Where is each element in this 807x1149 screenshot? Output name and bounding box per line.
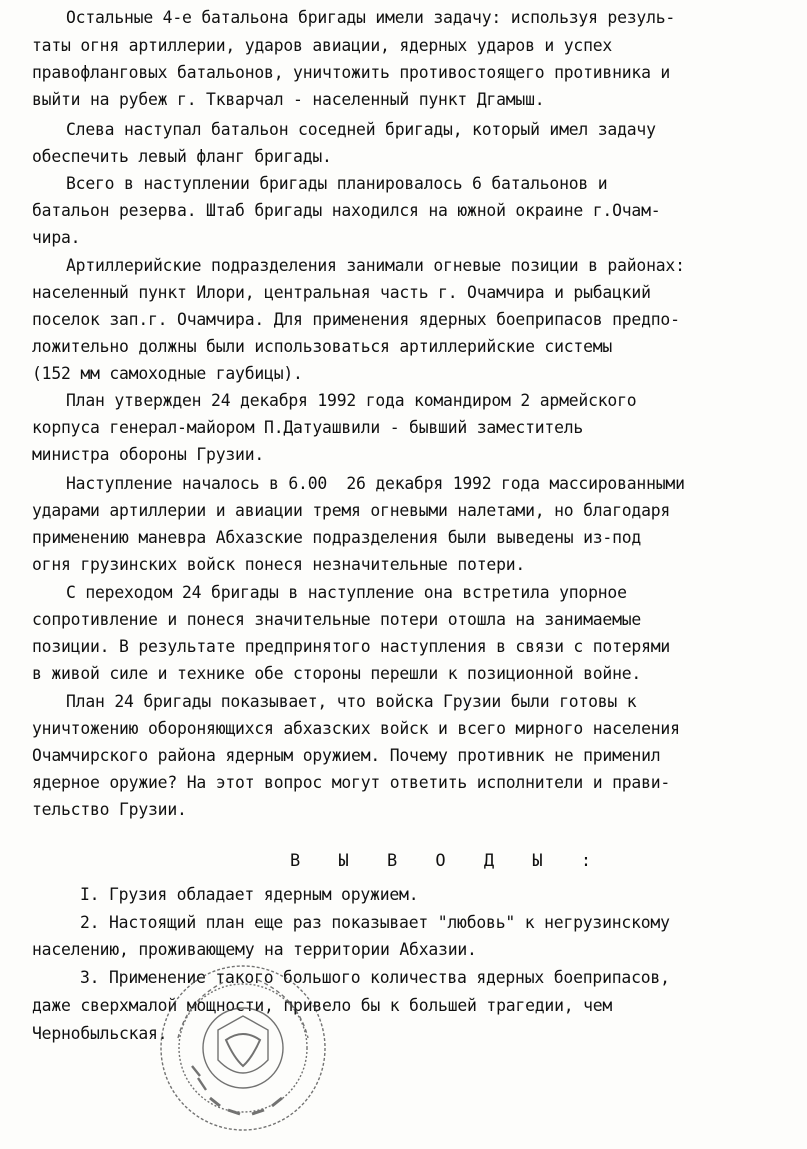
text-line: План 24 бригады показывает, что войска Грузии были готовы к — [66, 692, 637, 711]
text-line: поселок зап.г. Очамчира. Для применения ядерных боеприпасов предпо- — [32, 310, 680, 329]
text-line: правофланговых батальонов, уничтожить противостоящего противника и — [32, 63, 671, 82]
text-line: С переходом 24 бригады в наступление она встретила упорное — [66, 583, 627, 602]
text-line: корпуса генерал-майором П.Датуашвили - бывший заместитель — [32, 418, 584, 437]
text-line: позиции. В результате предпринятого наступления в связи с потерями — [32, 637, 671, 656]
text-line: применению маневра Абхазские подразделения были выведены из-под — [32, 528, 642, 547]
text-line: ядерное оружие? На этот вопрос могут ответить исполнители и прави- — [32, 773, 671, 792]
text-line: чира. — [32, 228, 81, 247]
conclusion-item: I. Грузия обладает ядерным оружием. — [80, 885, 419, 904]
text-line: тельство Грузии. — [32, 800, 187, 819]
text-line: (152 мм самоходные гаубицы). — [32, 364, 303, 383]
text-line: Всего в наступлении бригады планировалось 6 батальонов и — [66, 174, 608, 193]
text-line: населенный пункт Илори, центральная часть г. Очамчира и рыбацкий — [32, 283, 651, 302]
conclusion-item: 2. Настоящий план еще раз показывает "любовь" к негрузинскому — [80, 913, 670, 932]
conclusions-heading: В Ы В О Д Ы : — [290, 851, 606, 871]
text-line: обеспечить левый фланг бригады. — [32, 147, 332, 166]
text-line: батальон резерва. Штаб бригады находился на южной окраине г.Очам- — [32, 201, 661, 220]
text-line: План утвержден 24 декабря 1992 года командиром 2 армейского — [66, 391, 637, 410]
text-line: сопротивление и понеся значительные потери отошла на занимаемые — [32, 610, 642, 629]
text-line: Артиллерийские подразделения занимали огневые позиции в районах: — [66, 256, 685, 275]
text-line: Очамчирского района ядерным оружием. Почему противник не применил — [32, 746, 661, 765]
text-line: уничтожению обороняющихся абхазских войск и всего мирного населения — [32, 719, 680, 738]
text-line: ударами артиллерии и авиации тремя огневыми налетами, но благодаря — [32, 501, 671, 520]
text-line: таты огня артиллерии, ударов авиации, ядерных ударов и успех — [32, 36, 613, 55]
text-line: Слева наступал батальон соседней бригады, который имел задачу — [66, 120, 656, 139]
stamp-seal-icon — [148, 958, 348, 1138]
conclusion-item: Чернобыльская. — [32, 1024, 168, 1043]
text-line: Наступление началось в 6.00 26 декабря 1992 года массированными — [66, 474, 685, 493]
text-line: огня грузинских войск понеся незначительные потери. — [32, 555, 526, 574]
text-line: Остальные 4-е батальона бригады имели задачу: используя резуль- — [66, 8, 676, 27]
text-line: министра обороны Грузии. — [32, 445, 265, 464]
conclusion-item: населению, проживающему на территории Абхазии. — [32, 940, 477, 959]
text-line: ложительно должны были использоваться артиллерийские системы — [32, 337, 613, 356]
conclusion-item: 3. Применение такого большого количества ядерных боеприпасов, — [80, 968, 670, 987]
conclusion-item: даже сверхмалой мощности, привело бы к большей трагедии, чем — [32, 996, 613, 1015]
text-line: в живой силе и технике обе стороны перешли к позиционной войне. — [32, 664, 642, 683]
text-line: выйти на рубеж г. Ткварчал - населенный пункт Дгамыш. — [32, 90, 545, 109]
